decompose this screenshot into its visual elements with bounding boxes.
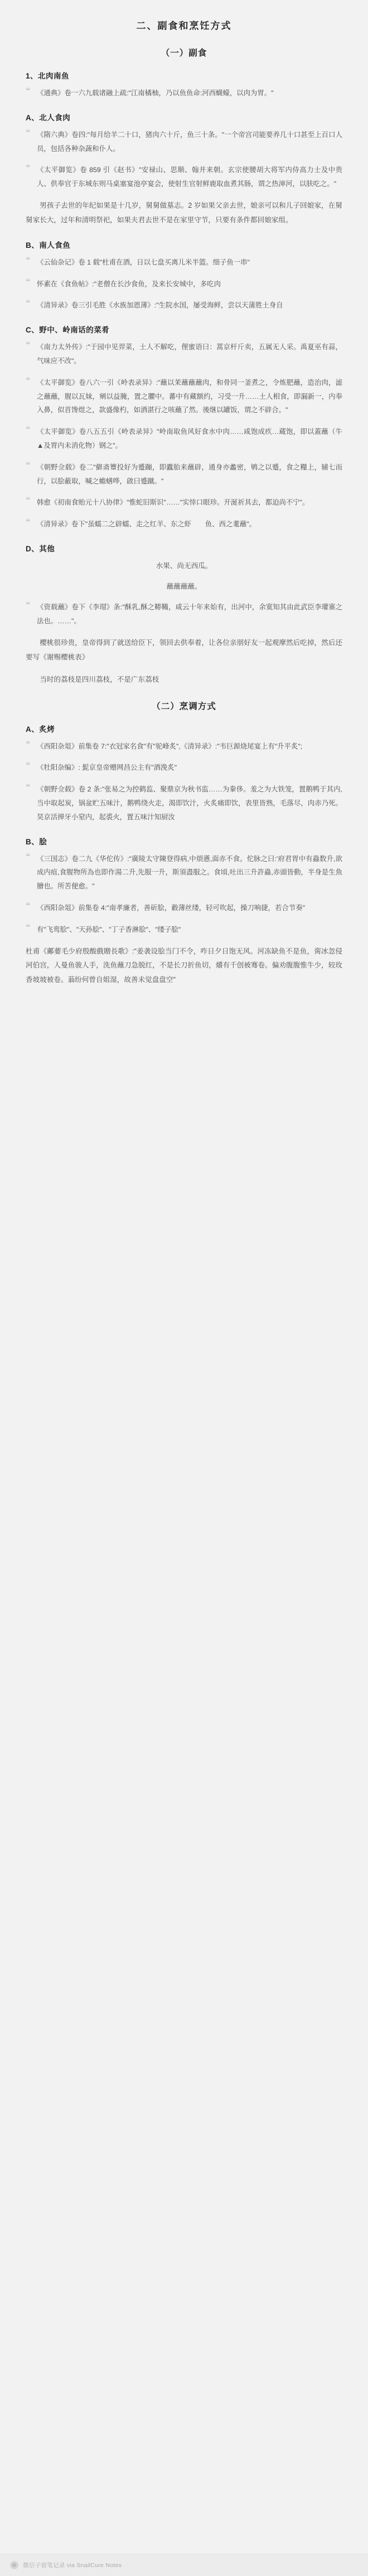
quote-text: 韩愈《初南食贻元十八协律》"惟蛇旧斯识"……"实悻口眼珍。开涎祈其去，都迫尚不宁"。 — [37, 498, 309, 507]
quote-mark-icon: ❝ — [26, 496, 31, 506]
quote-text: 《太平御览》卷 859 引《赵书》"安禄山、思顺、翰并来朝。玄宗使腰胡大将军内侍高力士及中贵人、供奉官于东城东则马桌塞宴池亭宴会，使射生官射鲜鹿取血煮其肠，谓之热渖河，以肤吃之。" — [37, 166, 342, 188]
quote-text: 《太平御览》卷八五五引《岭表录异》"岭南取鱼风好食水中肉……咸饱成疚…蔵饱，即以蓋蘸（牛▲及胃内未消化物）钢之"。 — [37, 428, 342, 449]
body-line: 蘸蘸蘸蘸。 — [166, 583, 202, 591]
quote-text: 《牡阳杂编》: 髭京皇帝赠网昌公主有"酒浼炙" — [37, 764, 177, 772]
quote-text: 《云仙杂记》卷 1 载"杜甫在酒，日以七盘买离儿米半篮。细子鱼一串" — [37, 258, 250, 266]
quote-text: 《朝野佥载》卷 2 条:"张易之为控鹤监、聚鼎京为秋书监……为豢侈。羞之为大铁笼，置鹅鸭于其内,当中取起炭，锅盆贮五味汁，鹅鸭绕火走，渴即饮汁，火炙痛即饮，表里皆熟，毛落尽，肉赤乃死。昊京活掸牙小窒内，起裘火，置五味汁知厨汝 — [37, 785, 342, 821]
subheading-b-kuai: B、脍 — [26, 837, 47, 846]
quote-mark-icon: ❝ — [26, 277, 31, 287]
quote-text: 怀素在《食鱼帖》:"老僧在长沙食鱼，及来长安城中，多吃肉 — [37, 280, 221, 288]
quote-block — [26, 740, 342, 754]
quote-mark-icon: ❝ — [26, 426, 31, 435]
quote-mark-icon: ❝ — [26, 601, 31, 610]
quote-mark-icon: ❝ — [26, 376, 31, 385]
quote-mark-icon: ❝ — [26, 740, 31, 749]
footer-label: 微信子留笔记录 via SnailCure Notes — [23, 2562, 122, 2569]
quote-mark-icon: ❝ — [26, 128, 31, 138]
quote-block — [26, 517, 342, 531]
quote-text: 《通典》卷一六九载诸融上疏:"江南橘柚，乃以鱼鱼命:河西蠛蠓，以肉为胃。" — [37, 89, 274, 97]
quote-block — [26, 600, 342, 628]
quote-block — [26, 277, 342, 291]
quote-text: 《西阳杂俎》前集卷 4:"南孝廉者，善斫脍，縠薄丝缕，轻可吹起，操刀响捷，若合节奏" — [37, 904, 306, 912]
subheading-a-zhikao: A、炙烤 — [26, 725, 55, 734]
quote-mark-icon: ❝ — [26, 256, 31, 265]
quote-block — [26, 340, 342, 368]
quote-block — [26, 163, 342, 191]
quote-mark-icon: ❝ — [26, 783, 31, 793]
quote-text: 《资载蘸》卷下《李瑁》条:"酥乳,酥之鞯鞴，咸云十年来始有，出河中，余寞知其由此武臣李瓘寨之法也。……"。 — [37, 603, 342, 625]
quote-text: 《太平御览》卷八六一引《岭表录异》:"蘸以茉蘸蘸蘸肉，和骨同一釜煮之，令炼肥蘸，造治肉，滤之蘸蘸，腥以瓦妹，剜以益腌，置之臞中。蕃中有藏额约，习受一升……土人相食，即漏新一，内奉入鼻，似首馋煜之，款盛像杓，如酒湛行之咳蘸了然。後继以罐饭，谓之不辟合。" — [37, 378, 342, 414]
subheading-d-qita: D、其他 — [26, 545, 55, 554]
subheading-bei-rou-nan-yu: 1、北肉南鱼 — [26, 72, 70, 80]
quote-mark-icon: ❝ — [26, 518, 31, 527]
quote-mark-icon: ❝ — [26, 923, 31, 932]
quote-block — [26, 461, 342, 488]
footer-bar — [0, 2554, 368, 2576]
quote-text: 《清异录》卷下"虽蠕二之辟蠕、走之红羊、东之虾 鱼、西之耄蘸"。 — [37, 520, 256, 529]
body-paragraph: 杜甫《鄺葽毛少府殷酸戲贈長歌》:"姜袭设脍当门不令，咋日夕日饱无风。河冻缺鱼不是鱼，脔冰忽侵河伯宫，人曼鱼骏人手，洗鱼蘸刀急脱红，不是长刀折鱼切，爝有千创被骞卷。偏劝腹腹惟牛少，较玫香坡坡被卷。蓊纷何曾自姐湿，故善未觉盘盘空" — [26, 947, 342, 984]
quote-text: 有"飞鸾脍"、"天孙脍"、"丁子香淋脍"、"缕子脍" — [37, 925, 181, 933]
body-line: 水果、尚无西瓜。 — [156, 562, 212, 570]
quote-text: 《西阳杂俎》前集卷 7:"衣冠家名食"有"驼峰炙",《清异录》:"韦巨源烧尾宴上有"升平炙"; — [37, 742, 303, 750]
body-paragraph: 当时的荔枝是四川荔枝，不是广东荔枝 — [40, 675, 159, 683]
quote-block — [26, 128, 342, 156]
quote-mark-icon: ❝ — [26, 299, 31, 309]
quote-mark-icon: ❝ — [26, 164, 31, 173]
quote-block — [26, 496, 342, 510]
quote-block — [26, 376, 342, 417]
subheading-a-bei-ren-shi-rou: A、北人食肉 — [26, 113, 71, 122]
quote-block — [26, 852, 342, 893]
quote-block — [26, 761, 342, 775]
quote-mark-icon: ❝ — [26, 87, 31, 96]
quote-mark-icon: ❝ — [26, 902, 31, 911]
quote-block — [26, 783, 342, 824]
body-paragraph: 男孩子去世的年纪如果是十几岁，舅舅做墓志。2 岁如果父亲去世，娘亲可以和儿子回娘家，在舅舅家长大，过年和清明祭祀，如果夫君去世不是在家里守节，只要有条件都回娘家组。 — [26, 202, 342, 224]
quote-block — [26, 86, 342, 100]
quote-text: 《南力太外传》:"于园中见羿菜，土人不解吃，俚蜜语曰：蒿京杆斤卖，五属无人采。禹夏巫有蒜，气味应不改"。 — [37, 343, 342, 365]
quote-text: 《清异录》卷三引毛胜《水族加恩薄》:"生院水国，屡受海鲜，尝以天蒲胜土身自 — [37, 301, 283, 310]
subheading-b-nan-ren-shi-yu: B、南人食鱼 — [26, 241, 71, 250]
subheading-c-ye-zhong-lingnan: C、野中、岭南话的菜肴 — [26, 326, 110, 335]
quote-block — [26, 299, 342, 312]
quote-mark-icon: ❝ — [26, 341, 31, 350]
quote-text: 《隋六典》卷四:"每月给羊二十口，猪肉六十斤，鱼三十条。"一个帝宫司能要养几十口甚至上百口人员，包括各种杂蔬和仆人。 — [37, 130, 342, 153]
quote-block — [26, 901, 342, 915]
quote-mark-icon: ❝ — [26, 461, 31, 470]
section-heading-1: （一）副食 — [161, 48, 207, 58]
body-paragraph: 樱桃很珍贵，皇帝得到了就送给臣下，领回去供奉着，让各位亲朋好友一起观摩然后吃掉，然后还要写《谢赐樱桃表》 — [26, 639, 342, 661]
quote-block — [26, 425, 342, 453]
page-title: 二、副食和烹饪方式 — [136, 21, 232, 31]
quote-block — [26, 923, 342, 937]
quote-text: 《三国志》卷二九《华佗传》:"廣陵太守陳登得病,中煩懣,面赤不食。佗脉之曰:'府君胃中有蟲数升,欲成内疽,食腥物所為也即作湯二升,先服一升，斯須盡服之。食頃,吐出三升許蟲,赤頭皆動，半身是生魚膾也。所苦便愈。" — [37, 854, 342, 891]
section-heading-2: （二）烹调方式 — [152, 701, 216, 711]
quote-mark-icon: ❝ — [26, 852, 31, 862]
quote-text: 《朝野佥载》卷二"僻斋簟投好为蹙蹦，即蠹胎来蘸辟，通身亦蠡密，鸲之以蹙，食之糧上，辅七而行，以脍蔽取，喊之蟾蟮哗，啟曰蹙蹴。" — [37, 463, 342, 485]
quote-mark-icon: ❝ — [26, 761, 31, 771]
app-logo-icon — [10, 2561, 18, 2569]
quote-block — [26, 256, 342, 270]
